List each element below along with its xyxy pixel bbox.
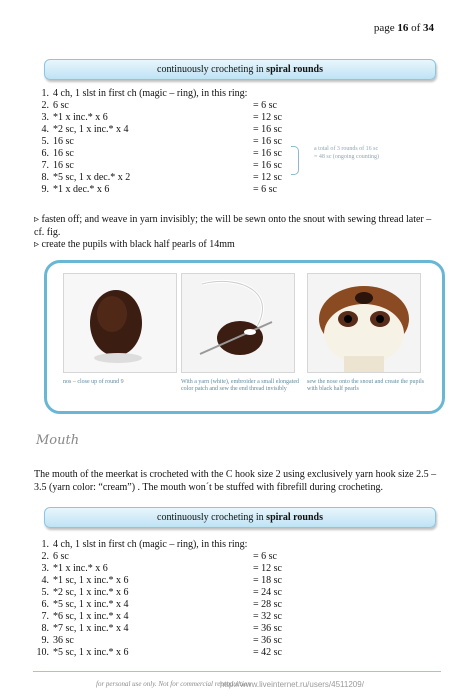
watermark-url: http://www.liveinternet.ru/users/4511209/: [220, 680, 364, 689]
round-instruction: *5 sc, 1 x dec.* x 2: [53, 172, 131, 183]
round-number: 4.: [41, 575, 49, 586]
round-result: = 32 sc: [253, 611, 282, 622]
round-result: = 12 sc: [253, 112, 282, 123]
footer-note: for personal use only. Not for commercial reproduction: [96, 680, 251, 688]
photo-meerkat-face: [307, 273, 421, 373]
round-number: 7.: [41, 611, 49, 622]
round-result: = 18 sc: [253, 575, 282, 586]
section-banner-1: continuously crocheting in spiral rounds: [44, 59, 436, 80]
round-number: 8.: [41, 623, 49, 634]
rounds-brace: [291, 146, 299, 175]
round-number: 3.: [41, 563, 49, 574]
round-number: 9.: [41, 635, 49, 646]
round-result: = 16 sc: [253, 136, 282, 147]
round-number: 5.: [41, 587, 49, 598]
section-banner-2: continuously crocheting in spiral rounds: [44, 507, 436, 528]
round-number: 5.: [41, 136, 49, 147]
instruction-fasten: ▹ fasten off; and weave in yarn invisibly; the will be sewn onto the snout with sewing thread later – cf. fig.: [34, 214, 432, 238]
photo-nose-round: [63, 273, 177, 373]
page-number: page 16 of 34: [373, 22, 434, 34]
round-instruction: 4 ch, 1 slst in first ch (magic – ring), in this ring:: [53, 88, 248, 99]
round-instruction: *1 x dec.* x 6: [53, 184, 110, 195]
round-result: = 16 sc: [253, 148, 282, 159]
round-number: 4.: [41, 124, 49, 135]
instruction-pupils: ▹ create the pupils with black half pearls of 14mm: [34, 239, 235, 250]
round-instruction: *1 x inc.* x 6: [53, 112, 108, 123]
round-number: 2.: [41, 551, 49, 562]
round-number: 9.: [41, 184, 49, 195]
mouth-description: The mouth of the meerkat is crocheted with the C hook size 2 using exclusively yarn hook size 2.5 – 3.5 (yarn color: “cream”) . The mouth won´t be stuffed with fibrefill during crocheting.: [34, 469, 437, 493]
round-instruction: *5 sc, 1 x inc.* x 4: [53, 599, 129, 610]
round-number: 3.: [41, 112, 49, 123]
round-instruction: *2 sc, 1 x inc.* x 6: [53, 587, 129, 598]
round-instruction: 6 sc: [53, 551, 69, 562]
round-instruction: 6 sc: [53, 100, 69, 111]
round-result: = 6 sc: [253, 184, 277, 195]
photo-embroider: [181, 273, 295, 373]
round-instruction: *1 sc, 1 x inc.* x 6: [53, 575, 129, 586]
round-result: = 12 sc: [253, 563, 282, 574]
round-result: = 6 sc: [253, 551, 277, 562]
round-instruction: 36 sc: [53, 635, 74, 646]
photo-caption-3: sew the nose onto the snout and create the pupils with black half pearls: [307, 379, 425, 392]
round-result: = 42 sc: [253, 647, 282, 658]
round-instruction: 16 sc: [53, 160, 74, 171]
mouth-script-title: Mouth: [36, 433, 80, 448]
round-instruction: 4 ch, 1 slst in first ch (magic – ring), in this ring:: [53, 539, 248, 550]
round-result: = 24 sc: [253, 587, 282, 598]
round-number: 6.: [41, 148, 49, 159]
round-result: = 6 sc: [253, 100, 277, 111]
footer-rule: [33, 671, 441, 672]
round-instruction: 16 sc: [53, 136, 74, 147]
round-number: 1.: [41, 539, 49, 550]
round-instruction: *7 sc, 1 x inc.* x 4: [53, 623, 129, 634]
round-result: = 12 sc: [253, 172, 282, 183]
round-result: = 16 sc: [253, 124, 282, 135]
round-result: = 16 sc: [253, 160, 282, 171]
round-instruction: *6 sc, 1 x inc.* x 4: [53, 611, 129, 622]
round-number: 10.: [36, 647, 49, 658]
photo-caption-1: nos – close up of round 9: [63, 379, 124, 385]
round-instruction: 16 sc: [53, 148, 74, 159]
photo-panel: [44, 260, 445, 414]
round-instruction: *5 sc, 1 x inc.* x 6: [53, 647, 129, 658]
round-number: 1.: [41, 88, 49, 99]
round-instruction: *1 x inc.* x 6: [53, 563, 108, 574]
round-result: = 28 sc: [253, 599, 282, 610]
round-number: 7.: [41, 160, 49, 171]
round-result: = 36 sc: [253, 635, 282, 646]
round-instruction: *2 sc, 1 x inc.* x 4: [53, 124, 129, 135]
round-number: 2.: [41, 100, 49, 111]
round-result: = 36 sc: [253, 623, 282, 634]
rounds-note: a total of 3 rounds of 16 sc = 48 sc (ongoing counting): [314, 146, 380, 160]
round-number: 8.: [41, 172, 49, 183]
photo-caption-2: With a yarn (white), embroider a small elongated color patch and sew the end thread invisibly: [181, 379, 300, 392]
round-number: 6.: [41, 599, 49, 610]
